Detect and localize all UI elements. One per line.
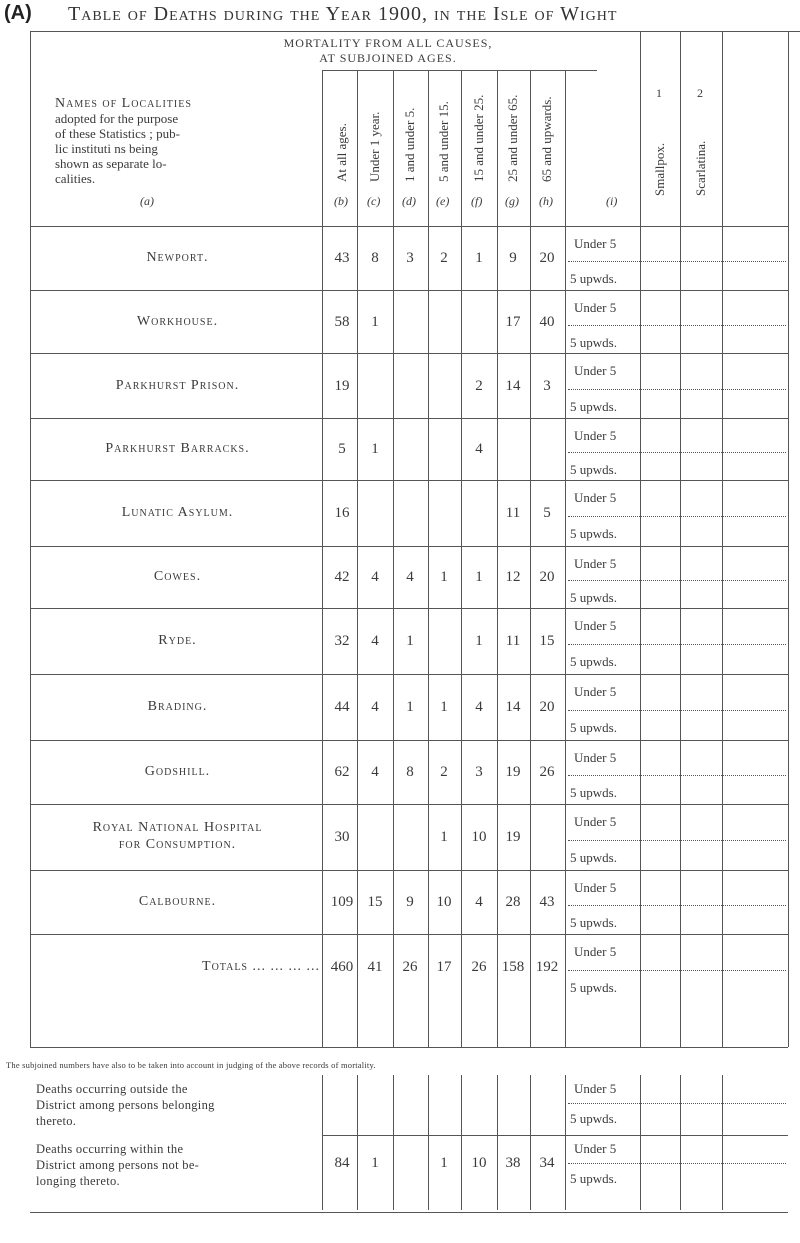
under-5-dots [568,644,786,645]
row-value: 19 [334,377,350,394]
localities-heading [55,96,192,186]
age-column-letter: (g) [505,194,519,208]
age-column-letter: (b) [334,194,348,208]
under-5-dots [568,325,786,326]
row-name-line: Totals ... ... ... ... [202,959,320,974]
under-5-label: Under 5 [574,556,617,571]
bottom-row-text-line: District among persons belonging [36,1098,215,1112]
under-5-label: Under 5 [574,490,617,505]
row-value: 5 [338,441,346,457]
col-a-label: (a) [140,194,154,208]
age-column-label: 25 and under 65. [505,94,520,182]
under-5-dots [568,840,786,841]
disease-column-number: 1 [656,86,662,100]
row-value: 8 [406,764,414,780]
row-name-line: Godshill. [144,764,211,779]
row-rule [30,608,788,609]
row-value: 1 [440,829,448,845]
row-value: 1 [371,441,379,457]
row-value: 1 [371,313,379,330]
row-name [40,504,315,521]
column-rule [680,31,681,1047]
row-rule [30,740,788,741]
under-5-label: Under 5 [574,814,617,829]
bottom-column-rule [322,1075,323,1210]
under-5-label: Under 5 [574,684,617,699]
row-value: 20 [539,699,555,715]
bottom-rule [30,1047,788,1048]
row-value: 3 [406,250,414,266]
row-value: 4 [475,441,483,457]
row-value: 14 [505,699,521,715]
row-value: 11 [505,505,521,521]
row-value: 43 [539,894,555,910]
age-column-label: 65 and upwards. [539,96,554,182]
bottom-row-text-line: thereto. [36,1114,77,1128]
row-value: 26 [402,959,418,975]
row-value: 1 [475,633,483,649]
under-5-label: Under 5 [574,428,617,443]
under-5-label: Under 5 [574,363,617,378]
bottom-row-rule [322,1135,788,1136]
age-column-letter: (c) [367,194,381,208]
row-rule [30,804,788,805]
row-value: 3 [475,764,483,780]
row-name-line: for Consumption. [118,837,237,852]
row-value: 3 [543,377,551,394]
row-rule [30,418,788,419]
upwards-label: 5 upwds. [570,915,617,930]
row-value: 5 [543,505,551,521]
note-text: The subjoined numbers have also to be taken into account in judging of the above records of mortality. [6,1060,376,1070]
under-5-label: Under 5 [574,236,617,251]
row-value: 1 [440,569,448,585]
row-name-line: Cowes. [153,569,202,584]
under-5-label: Under 5 [574,300,617,315]
row-name-line: Lunatic Asylum. [121,505,234,520]
row-value: 10 [471,829,487,845]
row-name [30,958,320,975]
upwards-label: 5 upwds. [570,850,617,865]
row-name [40,440,315,457]
row-value: 460 [330,959,354,975]
row-value: 58 [334,313,350,330]
row-value: 9 [509,250,517,266]
under-5-label: Under 5 [574,618,617,633]
row-name-line: Royal National Hospital [92,820,263,835]
age-column-letter: (h) [539,194,553,208]
upwards-label: 5 upwds. [570,1111,617,1126]
row-value: 14 [505,377,521,394]
row-value: 17 [436,959,452,975]
bottom-row-text-line: District among persons not be- [36,1158,200,1172]
row-name [40,249,315,266]
bottom-row-value: 34 [539,1155,555,1171]
age-column-label: 1 and under 5. [402,107,417,182]
bottom-row-text-line: Deaths occurring outside the [36,1082,188,1096]
under-5-dots [568,905,786,906]
row-value: 15 [539,633,555,649]
row-value: 1 [440,699,448,715]
localities-heading-line: of these Statistics ; pub- [55,126,180,141]
localities-heading-line: shown as separate lo- [55,156,167,171]
col-i-label: (i) [606,194,618,208]
row-value: 19 [505,829,521,845]
row-rule [30,480,788,481]
row-name-line: Newport. [146,250,209,265]
row-value: 2 [475,377,483,394]
row-value: 192 [535,959,559,975]
under-5-dots [568,452,786,453]
bottom-column-rule [530,1075,531,1210]
row-name [40,763,315,780]
under-5-dots [568,1163,786,1164]
row-value: 44 [334,699,350,715]
age-column-letter: (e) [436,194,450,208]
bottom-row-text [36,1081,215,1129]
column-rule [640,31,641,1047]
under-5-dots [568,1103,786,1104]
row-name-line: Workhouse. [136,313,219,329]
mortality-subheading: AT SUBJOINED AGES. [319,51,457,65]
upwards-label: 5 upwds. [570,785,617,800]
bottom-column-rule [722,1075,723,1210]
age-column-label: 15 and under 25. [471,94,486,182]
bottom-row-value: 1 [371,1155,379,1171]
disease-column-number: 2 [697,86,703,100]
row-name [40,893,315,910]
mortality-heading: MORTALITY FROM ALL CAUSES, [283,36,493,50]
age-column-label: 5 and under 15. [436,101,451,182]
under-5-label: Under 5 [574,1081,617,1096]
bottom-column-rule [640,1075,641,1210]
bottom-row-text-line: Deaths occurring within the [36,1142,184,1156]
localities-heading-line: adopted for the purpose [55,111,179,126]
bottom-column-rule [428,1075,429,1210]
bottom-column-rule [461,1075,462,1210]
upwards-label: 5 upwds. [570,271,617,286]
row-value: 4 [371,699,379,715]
row-value: 4 [371,569,379,585]
row-name [40,632,315,649]
bottom-row-text-line: longing thereto. [36,1174,120,1188]
column-rule [722,31,723,1047]
row-value: 26 [471,959,487,975]
row-name-line: Parkhurst Barracks. [105,441,250,456]
bottom-row-value: 1 [440,1155,448,1171]
row-value: 4 [371,633,379,649]
bottom-row-value: 38 [505,1155,521,1171]
under-5-label: Under 5 [574,880,617,895]
row-value: 17 [505,313,521,330]
row-value: 1 [475,569,483,585]
age-column-letter: (d) [402,194,416,208]
row-rule [30,870,788,871]
upwards-label: 5 upwds. [570,398,617,414]
row-value: 8 [371,250,379,266]
row-value: 62 [334,764,350,780]
row-rule [30,290,788,291]
row-value: 2 [440,250,448,266]
row-value: 43 [334,250,350,266]
row-name-line: Parkhurst Prison. [115,377,240,393]
row-value: 15 [367,894,383,910]
row-value: 20 [539,250,555,266]
upwards-label: 5 upwds. [570,526,617,541]
row-value: 4 [406,569,414,585]
under-5-label: Under 5 [574,1141,617,1156]
under-5-dots [568,389,786,390]
under-5-dots [568,775,786,776]
upwards-label: 5 upwds. [570,720,617,735]
age-column-label: At all ages. [334,123,349,182]
row-value: 4 [371,764,379,780]
under-5-dots [568,580,786,581]
row-value: 28 [505,894,521,910]
under-5-dots [568,710,786,711]
bottom-end-rule [30,1212,788,1213]
row-value: 26 [539,764,555,780]
row-rule [30,674,788,675]
row-rule [30,934,788,935]
mortality-heading-rule [322,70,597,71]
row-name-line: Calbourne. [138,894,217,909]
under-5-dots [568,970,786,971]
row-value: 2 [440,764,448,780]
upwards-label: 5 upwds. [570,462,617,477]
bottom-column-rule [357,1075,358,1210]
upwards-label: 5 upwds. [570,980,617,995]
row-name [40,568,315,585]
row-value: 109 [330,894,354,910]
row-value: 4 [475,894,483,910]
bottom-column-rule [565,1075,566,1210]
upwards-label: 5 upwds. [570,654,617,669]
row-value: 158 [501,959,525,975]
row-value: 10 [436,894,452,910]
row-value: 1 [475,250,483,266]
row-name-line: Ryde. [158,633,197,648]
disease-column-label: Smallpox. [652,142,667,196]
row-value: 12 [505,569,521,585]
row-value: 41 [367,959,383,975]
bottom-column-rule [393,1075,394,1210]
row-rule [30,353,788,354]
localities-heading-line: calities. [55,171,96,186]
header-bottom-rule [30,226,788,227]
row-value: 11 [505,633,521,649]
title-rule [30,31,800,32]
row-value: 32 [334,633,350,649]
row-value: 42 [334,569,350,585]
table-label: (A) [4,2,32,24]
row-name [40,377,315,394]
row-value: 30 [334,829,350,845]
row-value: 40 [539,313,555,330]
table-left-border [30,31,31,1047]
row-value: 16 [334,505,350,521]
row-name [40,698,315,715]
localities-heading-line: Names of Localities [55,96,192,111]
row-value: 19 [505,764,521,780]
row-name [40,819,315,853]
row-value: 9 [406,894,414,910]
bottom-row-text [36,1141,199,1189]
row-value: 20 [539,569,555,585]
under-5-dots [568,261,786,262]
under-5-label: Under 5 [574,750,617,765]
age-column-label: Under 1 year. [367,111,382,182]
bottom-column-rule [497,1075,498,1210]
table-right-border [788,31,789,1047]
row-value: 1 [406,633,414,649]
under-5-dots [568,516,786,517]
row-rule [30,546,788,547]
row-value: 4 [475,699,483,715]
bottom-column-rule [680,1075,681,1210]
bottom-row-value: 10 [471,1155,487,1171]
bottom-row-value: 84 [334,1155,350,1171]
upwards-label: 5 upwds. [570,334,617,350]
upwards-label: 5 upwds. [570,590,617,605]
row-value: 1 [406,699,414,715]
row-name-line: Brading. [147,699,208,714]
disease-column-label: Scarlatina. [693,140,708,196]
page-title: Table of Deaths during the Year 1900, in the Isle of Wight [68,3,618,25]
upwards-label: 5 upwds. [570,1171,617,1186]
age-column-letter: (f) [471,194,483,208]
under-5-label: Under 5 [574,944,617,959]
localities-heading-line: lic instituti ns being [55,141,158,156]
row-name [40,313,315,330]
